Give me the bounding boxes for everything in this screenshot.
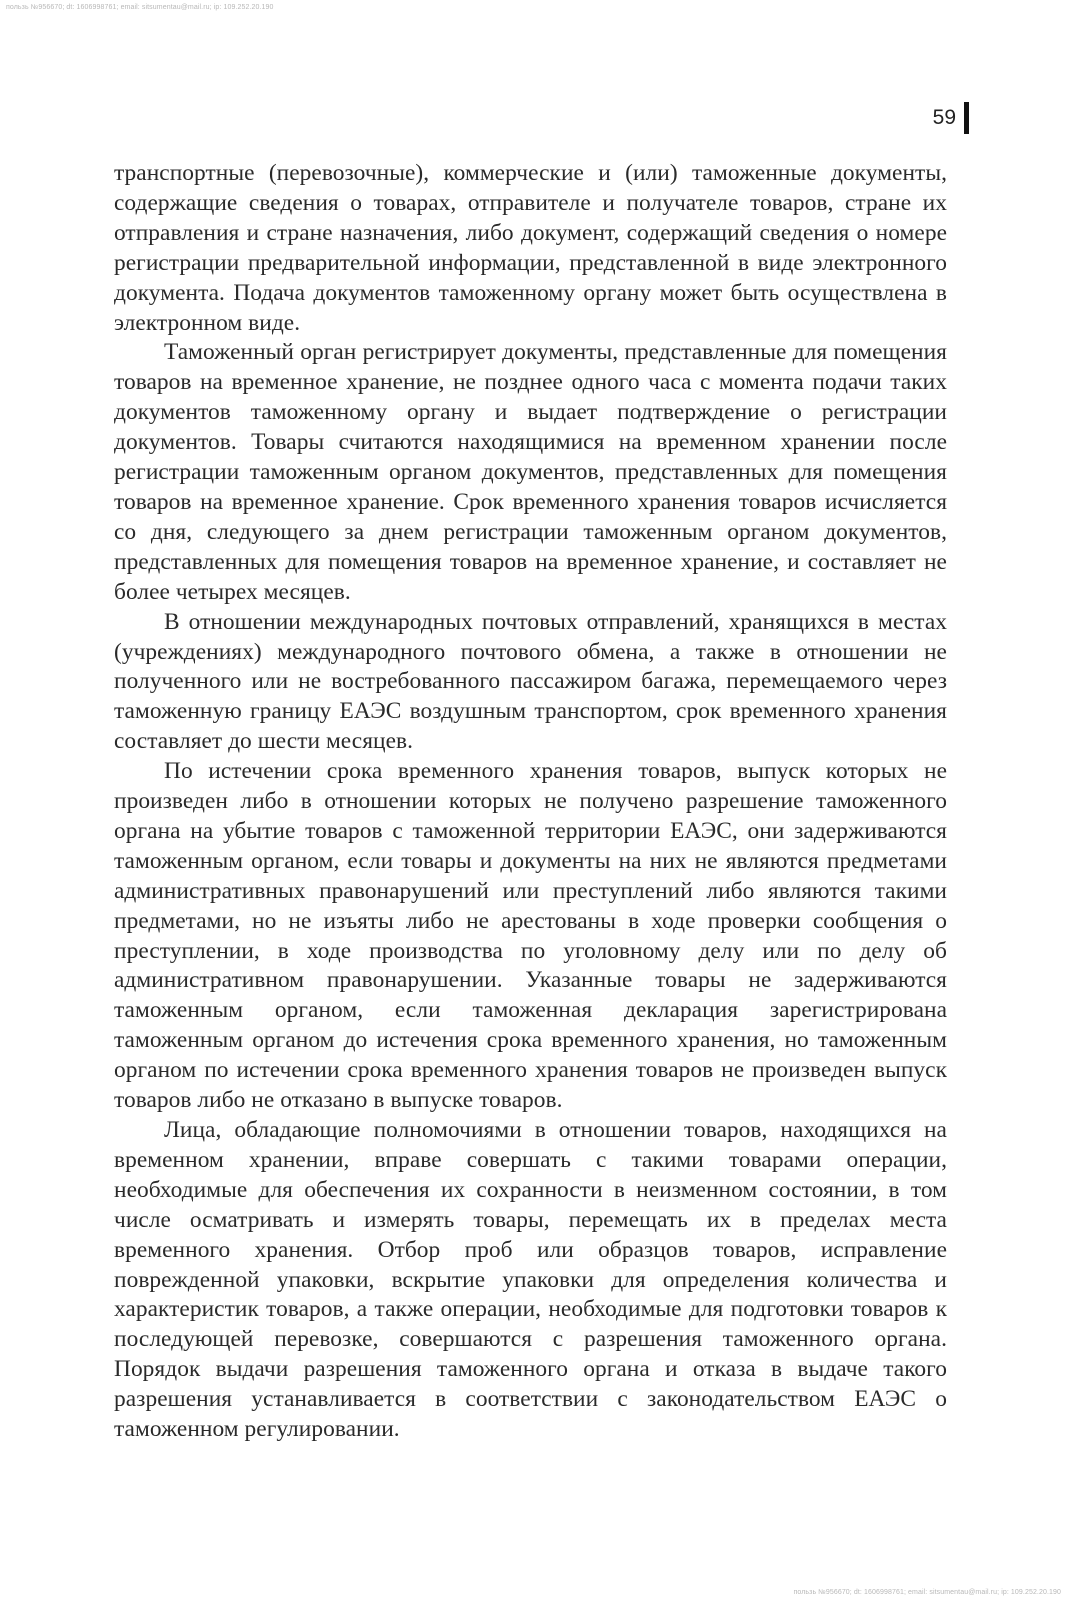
- page-number-block: [933, 102, 969, 134]
- paragraph-4: По истечении срока временного хранения товаров, выпуск которых не произведен либо в отношении которых не получено разрешение таможенного органа на убытие товаров с таможенной территории ЕАЭС, они задерживаются таможенным органом, если товары и документы на них не являются предметами административных правонарушений или преступлений либо являются такими предметами, но не изъяты либо не арестованы в ходе проверки сообщения о преступлении, в ходе производства по уголовному делу или по делу об административном правонарушении. Указанные товары не задерживаются таможенным органом, если таможенная декларация зарегистрирована таможенным органом до истечения срока временного хранения, но таможенным органом по истечении срока временного хранения товаров не произведен выпуск товаров либо не отказано в выпуске товаров.: [114, 758, 947, 1114]
- watermark-top: пользь №956670; dt: 1606998761; email: sitsumentau@mail.ru; ip: 109.252.20.190: [6, 4, 274, 11]
- page-number-bar: [964, 102, 969, 134]
- watermark-bottom: пользь №956670; dt: 1606998761; email: sitsumentau@mail.ru; ip: 109.252.20.190: [793, 1589, 1061, 1596]
- paragraph-2: Таможенный орган регистрирует документы, представленные для помещения товаров на временное хранение, не позднее одного часа с момента подачи таких документов таможенному органу и выдает подтверждение о регистрации документов. Товары считаются находящимися на временном хранении после регистрации таможенным органом документов, представленных для помещения товаров на временное хранение. Срок временного хранения товаров исчисляется со дня, следующего за днем регистрации таможенным органом документов, представленных для помещения товаров на временное хранение, и составляет не более четырех месяцев.: [114, 339, 947, 605]
- body-text: [114, 159, 947, 1445]
- paragraph-5: Лица, обладающие полномочиями в отношении товаров, находящихся на временном хранении, вправе совершать с такими товарами операции, необходимые для обеспечения их сохранности в неизменном состоянии, в том числе осматривать и измерять товары, перемещать их в пределах места временного хранения. Отбор проб или образцов товаров, исправление поврежденной упаковки, вскрытие упаковки для определения количества и характеристик товаров, а также операции, необходимые для подготовки товаров к последующей перевозке, совершаются с разрешения таможенного органа. Порядок выдачи разрешения таможенного органа и отказа в выдаче такого разрешения устанавливается в соответствии с законодательством ЕАЭС о таможенном регулировании.: [114, 1117, 947, 1443]
- page-number: 59: [932, 106, 956, 129]
- paragraph-3: В отношении международных почтовых отправлений, хранящихся в местах (учреждениях) международного почтового обмена, а также в отношении не полученного или не востребованного пассажиром багажа, перемещаемого через таможенную границу ЕАЭС воздушным транспортом, срок временного хранения составляет до шести месяцев.: [114, 608, 947, 755]
- paragraph-1: транспортные (перевозочные), коммерческие и (или) таможенные документы, содержащие сведения о товарах, отправителе и получателе товаров, стране их отправления и стране назначения, либо документ, содержащий сведения о номере регистрации предварительной информации, представленной в виде электронного документа. Подача документов таможенному органу может быть осуществлена в электронном виде.: [114, 160, 947, 336]
